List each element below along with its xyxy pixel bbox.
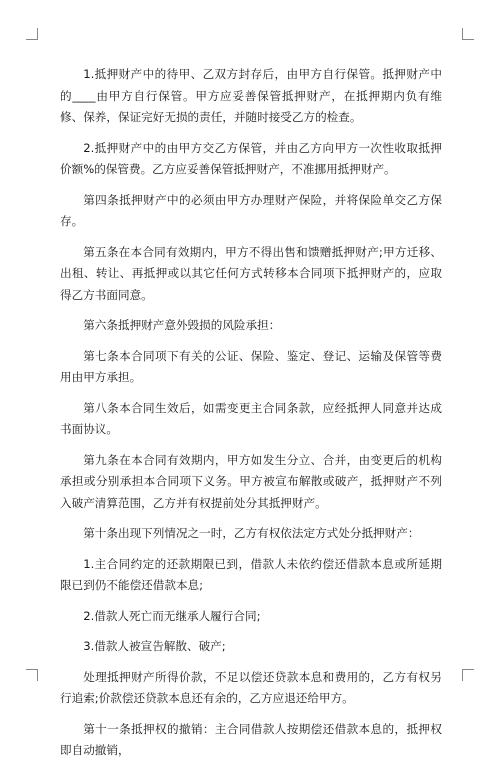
clause-10-item-3: 3.借款人被宣告解散、破产;	[83, 639, 226, 653]
clause-7: 第七条本合同项下有关的公证、保险、鉴定、登记、运输及保管等费用由甲方承担。	[60, 348, 442, 384]
clause-4: 第四条抵押财产中的必须由甲方办理财产保险，并将保险单交乙方保存。	[60, 192, 442, 228]
crop-mark-bottom-right	[462, 669, 474, 681]
clause-6: 第六条抵押财产意外毁损的风险承担：	[83, 318, 281, 332]
paragraph-1-2: 2.抵押财产中的由甲方交乙方保管，并由乙方向甲方一次性收取抵押价额%的保管费。乙方应妥善保管抵押财产，不准挪用抵押财产。	[60, 140, 442, 176]
clause-9: 第九条在本合同有效期内，甲方如发生分立、合并，由变更后的机构承担或分别承担本合同项下义务。甲方被宣布解散或破产，抵押财产不列入破产清算范围，乙方并有权提前处分其抵押财产。	[60, 452, 442, 510]
clause-10: 第十条出现下列情况之一时，乙方有权依法定方式处分抵押财产：	[83, 526, 420, 540]
clause-10-item-2: 2.借款人死亡而无继承人履行合同;	[83, 608, 261, 623]
proceeds-handling: 处理抵押财产所得价款，不足以偿还贷款本息和费用的，乙方有权另行追索;价款偿还贷款本息还有余的，乙方应退还给甲方。	[60, 669, 442, 705]
clause-8: 第八条本合同生效后，如需变更主合同条款，应经抵押人同意并达成书面协议。	[60, 400, 442, 436]
crop-mark-bottom-left	[26, 669, 38, 681]
clause-10-item-1: 1.主合同约定的还款期限已到，借款人未依约偿还借款本息或所延期限已到仍不能偿还借款本息;	[60, 556, 442, 592]
clause-11: 第十一条抵押权的撤销：主合同借款人按期偿还借款本息的，抵押权即自动撤销，	[60, 721, 442, 757]
crop-mark-top-left	[26, 28, 38, 40]
document-body	[60, 64, 442, 762]
clause-5: 第五条在本合同有效期内，甲方不得出售和馈赠抵押财产;甲方迁移、出租、转让、再抵押或以其它任何方式转移本合同项下抵押财产的，应取得乙方书面同意。	[60, 244, 442, 302]
paragraph-1-1: 1.抵押财产中的待甲、乙双方封存后，由甲方自行保管。抵押财产中的____由甲方自行保管。甲方应妥善保管抵押财产，在抵押期内负有维修、保养，保证完好无损的责任，并随时接受乙方的检查。	[60, 67, 442, 124]
crop-mark-top-right	[462, 28, 474, 40]
